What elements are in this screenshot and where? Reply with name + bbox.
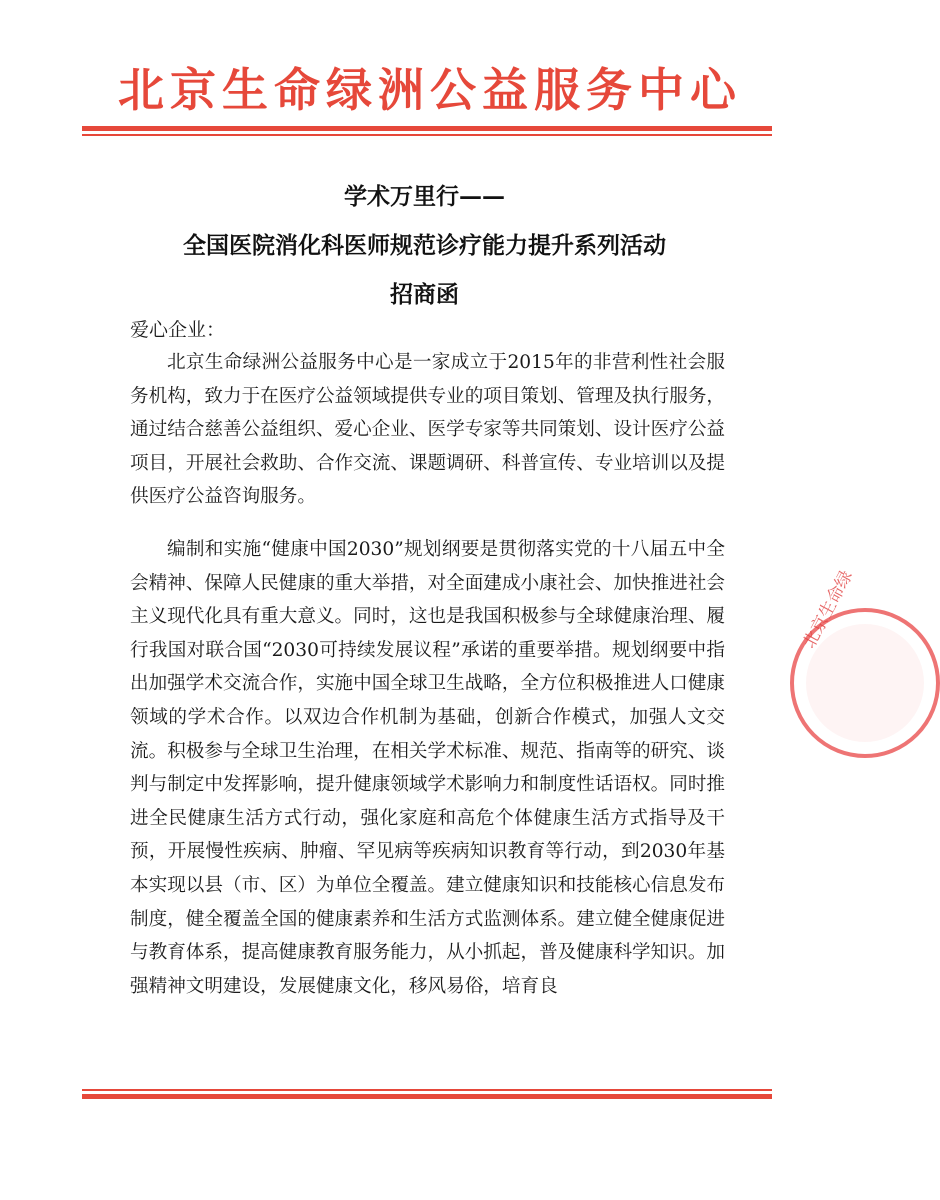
seal-stamp-text: 北京生命绿 (799, 567, 857, 652)
salutation: 爱心企业： (130, 319, 226, 341)
doc-title-line2: 全国医院消化科医师规范诊疗能力提升系列活动 (183, 232, 666, 259)
paragraph-health-china: 编制和实施“健康中国2030”规划纲要是贯彻落实党的十八届五中全会精神、保障人民健康的重大举措，对全面建成小康社会、加快推进社会主义现代化具有重大意义。同时，这也是我国积极参与全球健康治理、履行我国对联合国“2030可持续发展议程”承诺的重要举措。规划纲要中指出加强学术交流合作，实施中国全球卫生战略，全方位积极推进人口健康领域的学术合作。以双边合作机制为基础，创新合作模式，加强人文交流。积极参与全球卫生治理，在相关学术标准、规范、指南等的研究、谈判与制定中发挥影响，提升健康领域学术影响力和制度性话语权。同时推进全民健康生活方式行动，强化家庭和高危个体健康生活方式指导及干预，开展慢性疾病、肿瘤、罕见病等疾病知识教育等行动，到2030年基本实现以县（市、区）为单位全覆盖。建立健康知识和技能核心信息发布制度，健全覆盖全国的健康素养和生活方式监测体系。建立健全健康促进与教育体系，提高健康教育服务能力，从小抓起，普及健康科学知识。加强精神文明建设，发展健康文化，移风易俗，培育良 (130, 539, 726, 997)
footer-rule-thick (82, 1094, 772, 1099)
header-rule-thin (82, 134, 772, 136)
header-rule-thick (82, 126, 772, 131)
letterhead-org-name: 北京生命绿洲公益服务中心 (118, 63, 742, 117)
footer-rule-thin (82, 1089, 772, 1091)
doc-title-line1: 学术万里行—— (344, 183, 505, 210)
doc-title-line3: 招商函 (390, 281, 459, 308)
paragraph-intro: 北京生命绿洲公益服务中心是一家成立于2015年的非营利性社会服务机构，致力于在医疗公益领域提供专业的项目策划、管理及执行服务，通过结合慈善公益组织、爱心企业、医学专家等共同策划、设计医疗公益项目，开展社会救助、合作交流、课题调研、科普宣传、专业培训以及提供医疗公益咨询服务。 (130, 352, 726, 508)
seal-stamp-fill (806, 624, 924, 742)
